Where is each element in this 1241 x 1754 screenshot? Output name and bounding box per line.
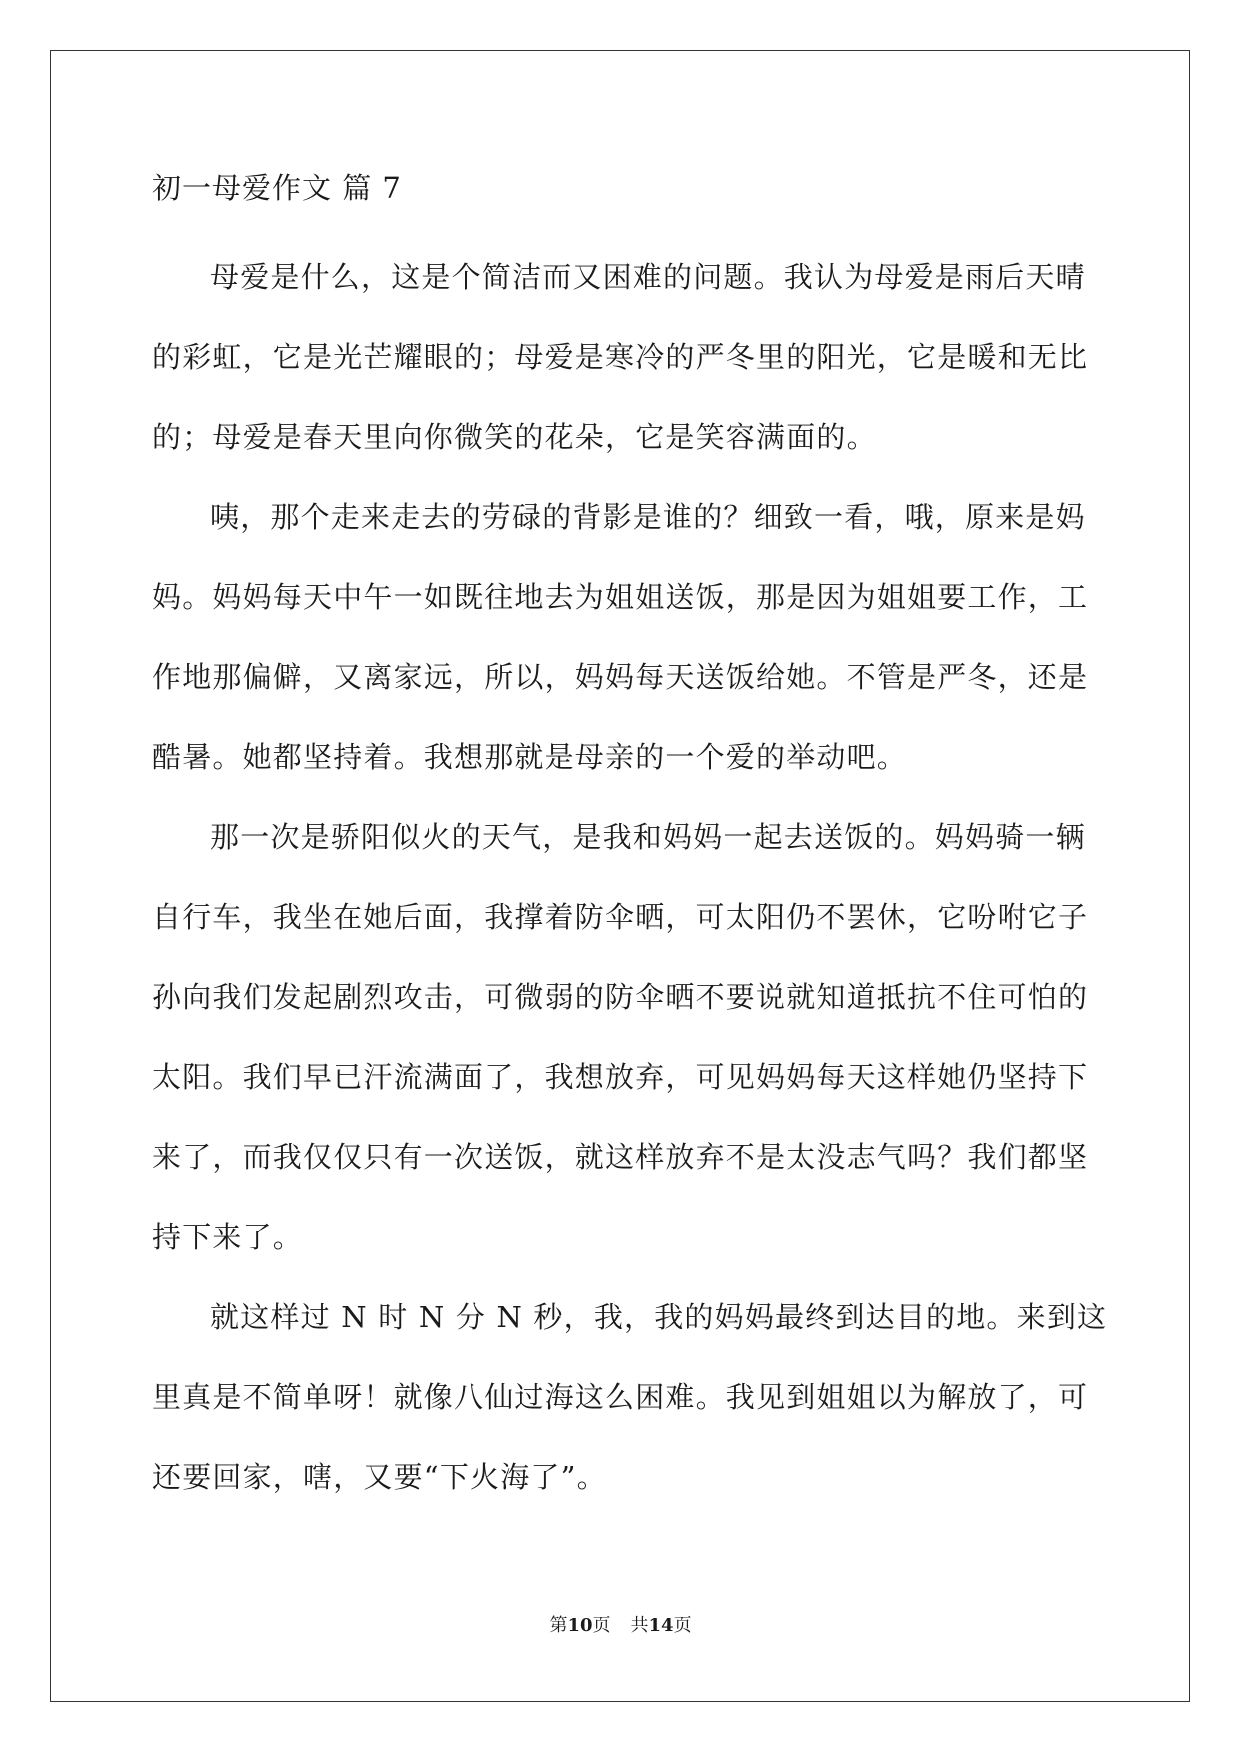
page-prefix: 第 — [549, 1615, 568, 1636]
paragraph-2: 咦，那个走来走去的劳碌的背影是谁的？细致一看，哦，原来是妈妈。妈妈每天中午一如既往地去为姐姐送饭，那是因为姐姐要工作，工作地那偏僻，又离家远，所以，妈妈每天送饭给她。不管是严冬，还是酷暑。她都坚持着。我想那就是母亲的一个爱的举动吧。 — [152, 500, 1089, 774]
page-suffix: 页 — [592, 1615, 611, 1636]
page-current: 10 — [567, 1615, 593, 1636]
total-prefix: 共 — [630, 1615, 649, 1636]
document-body — [152, 168, 1112, 1517]
document-title: 初一母爱作文 篇 7 — [152, 171, 402, 205]
paragraph-3: 那一次是骄阳似火的天气，是我和妈妈一起去送饭的。妈妈骑一辆自行车，我坐在她后面，我撑着防伞晒，可太阳仍不罢休，它吩咐它子孙向我们发起剧烈攻击，可微弱的防伞晒不要说就知道抵抗不住可怕的太阳。我们早已汗流满面了，我想放弃，可见妈妈每天这样她仍坚持下来了，而我仅仅只有一次送饭，就这样放弃不是太没志气吗？我们都坚持下来了。 — [152, 820, 1089, 1254]
total-suffix: 页 — [673, 1615, 692, 1636]
page-total: 14 — [648, 1615, 674, 1636]
paragraph-4: 就这样过 N 时 N 分 N 秒，我，我的妈妈最终到达目的地。来到这里真是不简单呀！就像八仙过海这么困难。我见到姐姐以为解放了，可还要回家，嗐，又要“下火海了”。 — [152, 1300, 1108, 1494]
paragraph-1: 母爱是什么，这是个简洁而又困难的问题。我认为母爱是雨后天晴的彩虹，它是光芒耀眼的；母爱是寒冷的严冬里的阳光，它是暖和无比的；母爱是春天里向你微笑的花朵，它是笑容满面的。 — [152, 260, 1089, 454]
page-footer — [0, 1614, 1241, 1638]
